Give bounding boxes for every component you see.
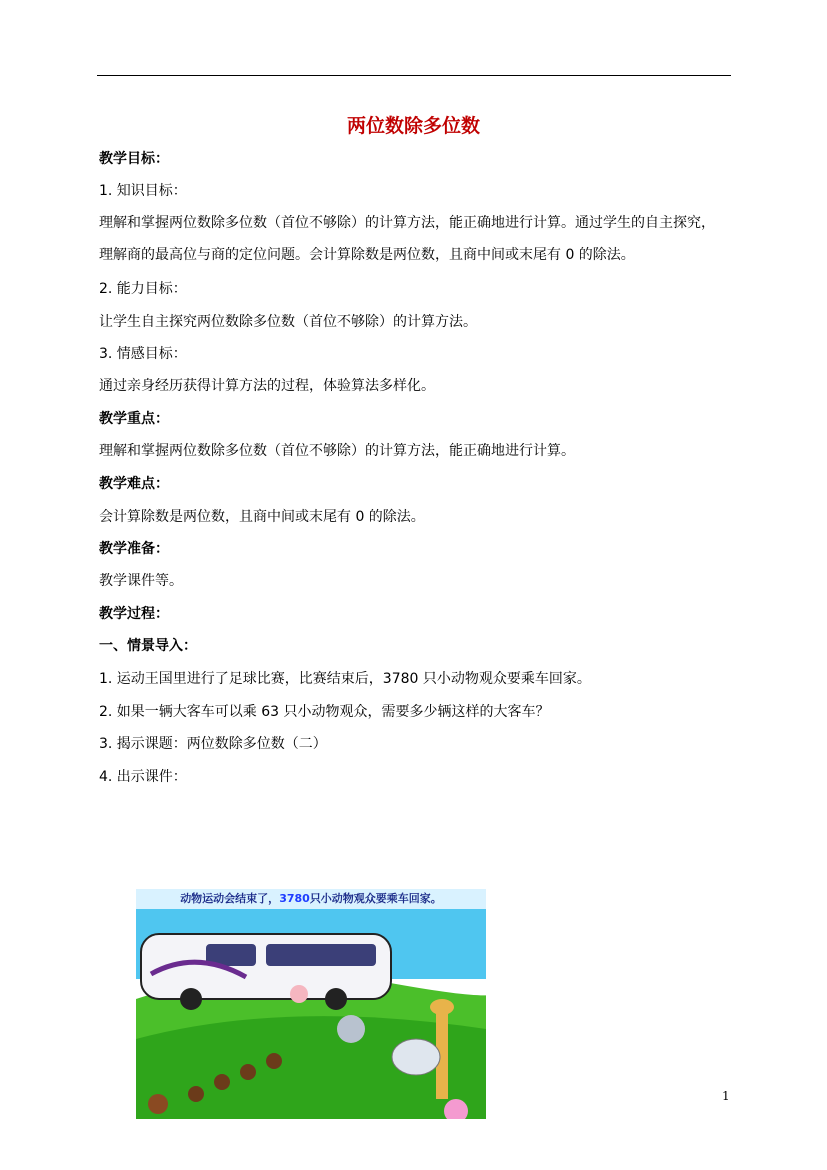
list-item: 1. 运动王国里进行了足球比赛，比赛结束后，3780 只小动物观众要乘车回家。: [99, 671, 591, 687]
ability-objective-label: 2. 能力目标：: [99, 281, 187, 297]
section-heading-key-points: 教学重点：: [99, 411, 169, 427]
section-heading-process: 教学过程：: [99, 606, 169, 622]
pig-icon: [290, 985, 308, 1003]
header-rule: [97, 75, 731, 76]
caption-text: 动物运动会结束了，: [180, 892, 280, 905]
illustration-scene: [136, 889, 486, 1119]
courseware-illustration: [136, 889, 486, 1119]
list-item: 3. 揭示课题：两位数除多位数（二）: [99, 736, 327, 752]
paragraph-line: 会计算除数是两位数，且商中间或末尾有 0 的除法。: [99, 509, 425, 525]
caption-number: 3780: [279, 892, 310, 905]
paragraph-line: 理解和掌握两位数除多位数（首位不够除）的计算方法，能正确地进行计算。: [99, 443, 575, 459]
emotion-objective-label: 3. 情感目标：: [99, 346, 187, 362]
page-title: 两位数除多位数: [346, 115, 480, 137]
list-item: 2. 如果一辆大客车可以乘 63 只小动物观众，需要多少辆这样的大客车？: [99, 704, 550, 720]
paragraph-line: 理解和掌握两位数除多位数（首位不够除）的计算方法，能正确地进行计算。通过学生的自主探究，: [99, 215, 715, 231]
list-item: 4. 出示课件：: [99, 769, 187, 785]
bus-icon: [141, 934, 391, 1010]
illustration-caption: [136, 889, 486, 909]
section-heading-difficulties: 教学难点：: [99, 476, 169, 492]
caption-text: 只小动物观众要乘车回家。: [309, 892, 442, 905]
subsection-heading-intro: 一、情景导入：: [99, 638, 197, 654]
paragraph-line: 理解商的最高位与商的定位问题。会计算除数是两位数，且商中间或末尾有 0 的除法。: [99, 247, 635, 263]
section-heading-objectives: 教学目标：: [99, 151, 169, 167]
paragraph-line: 通过亲身经历获得计算方法的过程，体验算法多样化。: [99, 378, 435, 394]
knowledge-objective-label: 1. 知识目标：: [99, 183, 187, 199]
page-number: 1: [722, 1089, 730, 1103]
elephant-icon: [392, 1039, 440, 1075]
paragraph-line: 教学课件等。: [99, 573, 183, 589]
animal-icon: [337, 1015, 365, 1043]
section-heading-preparation: 教学准备：: [99, 541, 169, 557]
paragraph-line: 让学生自主探究两位数除多位数（首位不够除）的计算方法。: [99, 314, 477, 330]
